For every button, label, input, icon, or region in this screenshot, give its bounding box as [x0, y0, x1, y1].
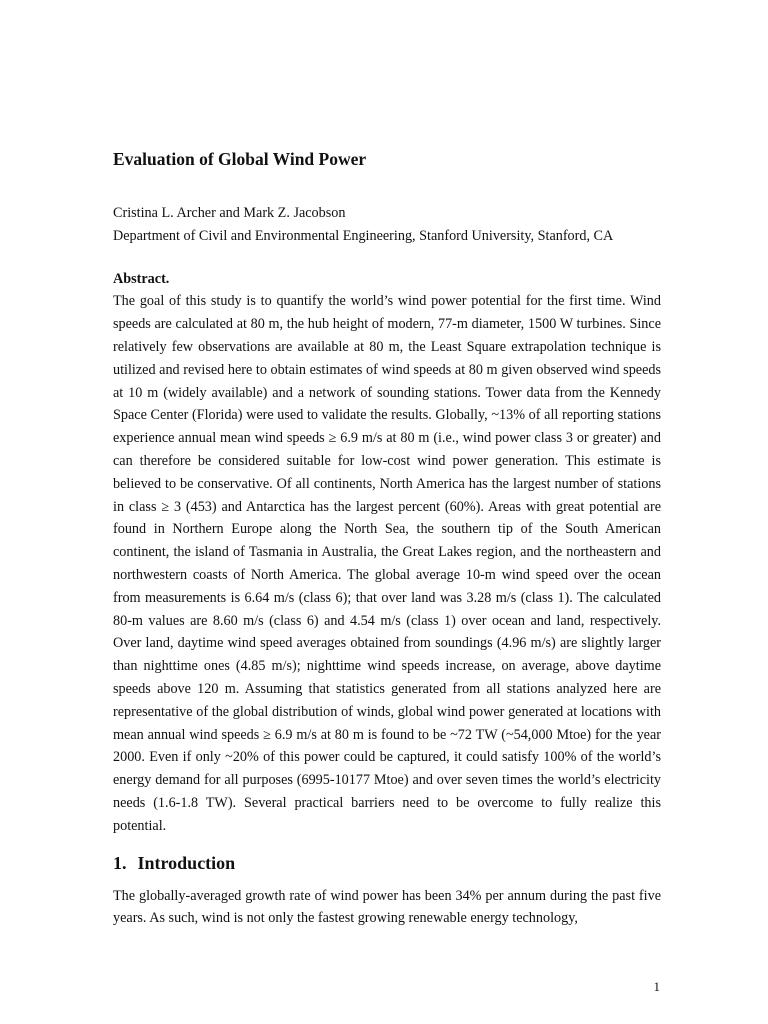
section-text: The globally-averaged growth rate of wind power has been 34% per annum during the past five years. As such, wind is not only the fastest growing renewable energy technology, — [113, 887, 661, 927]
paper-title: Evaluation of Global Wind Power — [113, 149, 367, 169]
author-block — [113, 202, 661, 248]
abstract-heading: Abstract. — [113, 270, 170, 287]
author-affiliation: Department of Civil and Environmental Engineering, Stanford University, Stanford, CA — [113, 227, 614, 244]
section-title: Introduction — [137, 852, 236, 873]
section-number: 1. — [113, 852, 127, 873]
page-number: 1 — [653, 979, 660, 994]
abstract-text: The goal of this study is to quantify the world’s wind power potential for the first time. Wind speeds are calculated at 80 m, the hub height of modern, 77-m diameter, 1500 W turbines. Since relatively few observations are available at 80 m, the Least Square extrapolation technique is utilized and revised here to obtain estimates of wind speeds at 80 m given observed wind speeds at 10 m (widely available) and a network of sounding stations. Tower data from the Kennedy Space Center (Florida) were used to validate the results. Globally, ~13% of all reporting stations experience annual mean wind speeds ≥ 6.9 m/s at 80 m (i.e., wind power class 3 or greater) and can therefore be considered suitable for low-cost wind power generation. This estimate is believed to be conservative. Of all continents, North America has the largest number of stations in class ≥ 3 (453) and Antarctica has the largest percent (60%). Areas with great potential are found in Northern Europe along the North Sea, the southern tip of the South American continent, the island of Tasmania in Australia, the Great Lakes region, and the northeastern and northwestern coasts of North America. The global average 10-m wind speed over the ocean from measurements is 6.64 m/s (class 6); that over land was 3.28 m/s (class 1). The calculated 80-m values are 8.60 m/s (class 6) and 4.54 m/s (class 1) over ocean and land, respectively. Over land, daytime wind speed averages obtained from soundings (4.96 m/s) are slightly larger than nighttime ones (4.85 m/s); nighttime wind speeds increase, on average, above daytime speeds above 120 m. Assuming that statistics generated from all stations analyzed here are representative of the global distribution of winds, global wind power generated at locations with mean annual wind speeds ≥ 6.9 m/s at 80 m is found to be ~72 TW (~54,000 Mtoe) for the year 2000. Even if only ~20% of this power could be captured, it could satisfy 100% of the world’s energy demand for all purposes (6995-10177 Mtoe) and over seven times the world’s electricity needs (1.6-1.8 TW). Several practical barriers need to be overcome to fully realize this potential. — [113, 293, 661, 834]
author-names: Cristina L. Archer and Mark Z. Jacobson — [113, 205, 346, 221]
section-heading — [113, 849, 661, 877]
page-content — [113, 146, 661, 930]
